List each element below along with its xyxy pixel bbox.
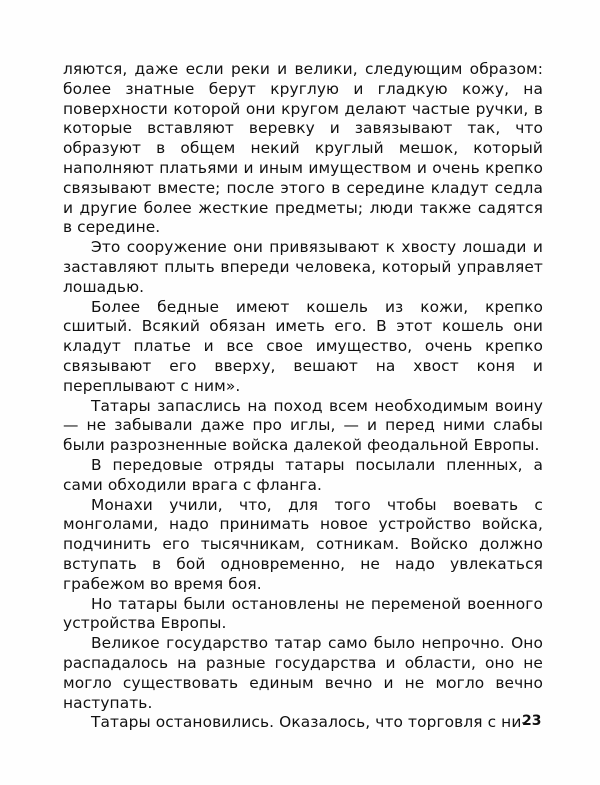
body-text — [63, 60, 543, 733]
page-number: 23 — [522, 713, 542, 729]
paragraph-7: Но татары были остановлены не переменой военного устройства Европы. — [63, 594, 543, 633]
paragraph-1: ляются, даже если реки и велики, следующим образом: более знатные берут круглую и гладкую кожу, на поверхности которой они кругом делают частые ручки, в которые вставляют веревку и завязывают так, что образуют в общем некий круглый мешок, который наполняют платьями и иным имуществом и очень крепко связывают вместе; после этого в середине кладут седла и другие более жесткие предметы; люди также садятся в середине. — [63, 60, 543, 237]
paragraph-4: Татары запаслись на поход всем необходимым воину — не забывали даже про иглы, — и перед ними слабы были разрозненные войска далекой феодальной Европы. — [63, 396, 543, 455]
paragraph-9: Татары остановились. Оказалось, что торговля с ни- — [91, 713, 528, 732]
paragraph-5: В передовые отряды татары посылали пленных, а сами обходили врага с фланга. — [63, 455, 543, 494]
paragraph-2: Это сооружение они привязывают к хвосту лошади и заставляют плыть впереди человека, который управляет лошадью. — [63, 238, 543, 296]
paragraph-8: Великое государство татар само было непрочно. Оно распадалось на разные государства и области, оно не могло существовать единым вечно и не могло вечно наступать. — [63, 634, 543, 712]
paragraph-3: Более бедные имеют кошель из кожи, крепко сшитый. Всякий обязан иметь его. В этот кошель они кладут платье и все свое имущество, очень крепко связывают его вверху, вешают на хвост коня и переплывают с ним». — [63, 297, 543, 395]
paragraph-6: Монахи учили, что, для того чтобы воевать с монголами, надо принимать новое устройство войска, подчинить его тысячникам, сотникам. Войско должно вступать в бой одновременно, не надо увлекаться грабежом во время боя. — [63, 495, 543, 593]
